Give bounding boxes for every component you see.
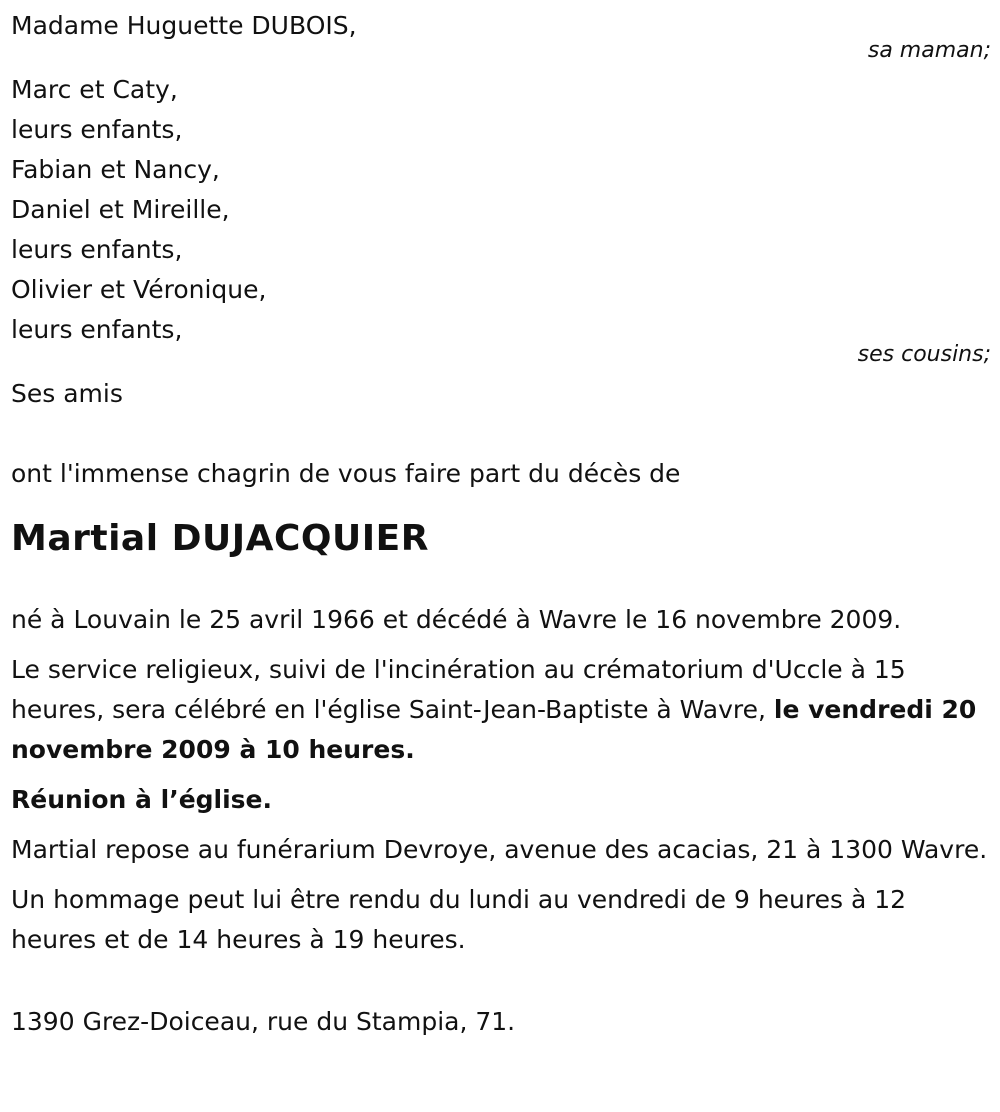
friends-line: Ses amis — [11, 379, 123, 408]
address-text: 1390 Grez-Doiceau, rue du Stampia, 71. — [11, 1007, 516, 1036]
rest-place-text: Martial repose au funérarium Devroye, avenue des acacias, 21 à 1300 Wavre. — [11, 835, 988, 864]
deceased-name: Martial DUJACQUIER — [11, 518, 429, 559]
cousin-line: leurs enfants, — [11, 315, 183, 344]
cousin-line: Olivier et Véronique, — [11, 275, 267, 304]
spacer — [11, 366, 991, 374]
tribute-text: Un hommage peut lui être rendu du lundi au vendredi de 9 heures à 12 heures et de 14 heures à 19 heures. — [11, 885, 907, 954]
service-date: le vendredi 20 novembre 2009 à 10 heures. — [11, 695, 977, 764]
announcement-text: ont l'immense chagrin de vous faire part du décès de — [11, 459, 681, 488]
cousin-line: leurs enfants, — [11, 235, 183, 264]
mother-name: Madame Huguette DUBOIS, — [11, 11, 357, 40]
birth-death-text: né à Louvain le 25 avril 1966 et décédé à Wavre le 16 novembre 2009. — [11, 605, 902, 634]
cousin-line: leurs enfants, — [11, 115, 183, 144]
service-description: Le service religieux, suivi de l'incinération au crématorium d'Uccle à 15 heures, sera célébré en l'église Saint-Jean-Baptiste à Wavre, — [11, 655, 906, 724]
meeting-text: Réunion à l’église. — [11, 785, 273, 814]
service-text — [11, 650, 991, 770]
cousin-line: Daniel et Mireille, — [11, 195, 230, 224]
spacer — [11, 62, 991, 70]
spacer — [11, 414, 991, 454]
spacer — [11, 970, 991, 1002]
cousin-line: Fabian et Nancy, — [11, 155, 220, 184]
cousins-relation: ses cousins; — [857, 342, 991, 367]
obituary-notice — [11, 6, 991, 1042]
cousin-line: Marc et Caty, — [11, 75, 178, 104]
mother-relation: sa maman; — [867, 38, 991, 63]
cousins-list — [11, 70, 991, 350]
